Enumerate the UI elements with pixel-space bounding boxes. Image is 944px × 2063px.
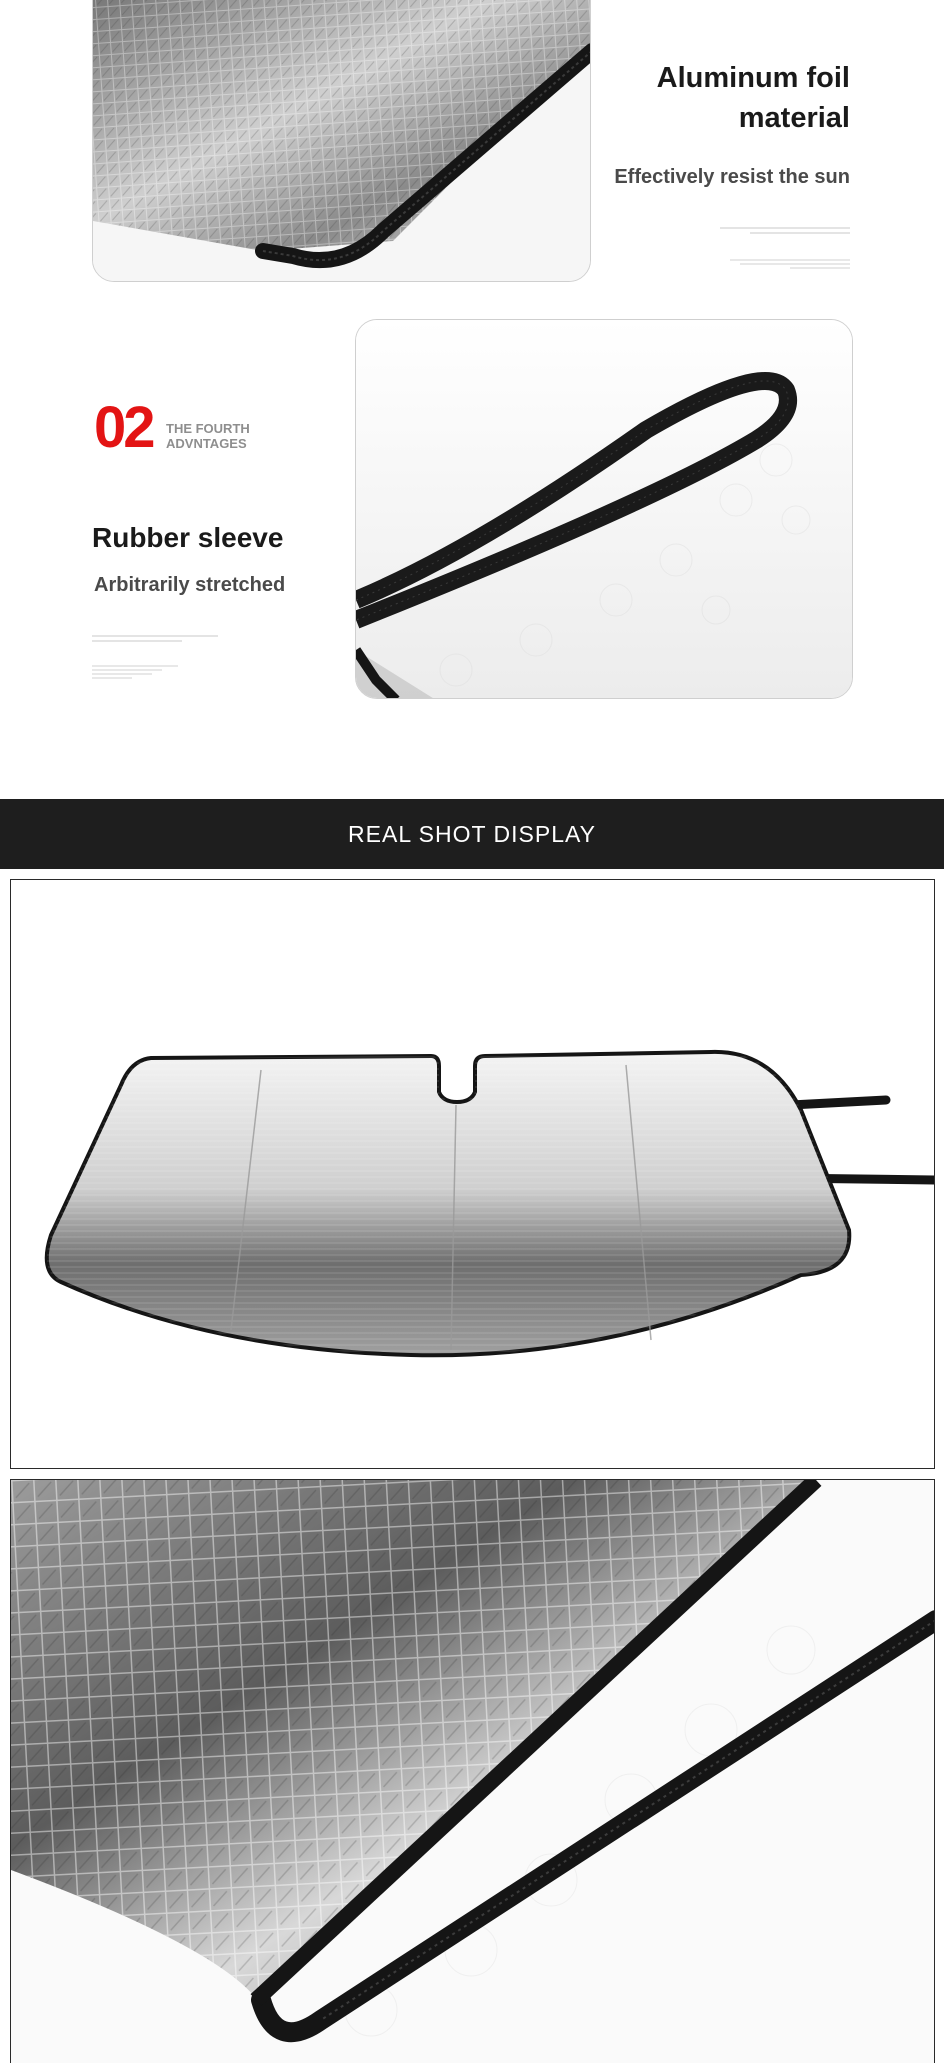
rubber-fine-print-1	[92, 634, 242, 644]
rubber-title: Rubber sleeve	[92, 522, 284, 553]
advantage-label	[166, 421, 250, 451]
fine-print-lines	[690, 258, 850, 270]
rubber-subtitle: Arbitrarily stretched	[94, 574, 286, 596]
foil-title-line1: Aluminum foil	[656, 62, 850, 94]
rubber-sleeve-photo-card	[355, 319, 853, 699]
fine-print-lines	[92, 634, 242, 644]
foil-fine-print-2	[690, 258, 850, 270]
rubber-fine-print-2	[92, 664, 202, 680]
foil-closeup-photo	[10, 1479, 935, 2063]
advantage-number: 02	[94, 395, 153, 460]
fine-print-lines	[92, 664, 202, 680]
advantage-label-line1: THE FOURTH	[166, 421, 250, 436]
real-shot-banner	[0, 799, 944, 869]
foil-subtitle: Effectively resist the sun	[614, 166, 850, 188]
foil-title	[550, 58, 850, 138]
foil-fine-print-1	[690, 226, 850, 236]
advantage-label-line2: ADVNTAGES	[166, 436, 247, 451]
banner-text: REAL SHOT DISPLAY	[348, 820, 596, 847]
windshield-shade-image	[11, 880, 935, 1469]
rubber-strap-image	[356, 320, 853, 699]
windshield-shade-photo	[10, 879, 935, 1469]
fine-print-lines	[690, 226, 850, 236]
foil-texture-closeup-image	[11, 1480, 935, 2063]
foil-material-photo-card	[92, 0, 591, 282]
foil-closeup-image	[93, 0, 591, 282]
foil-title-line2: material	[738, 102, 850, 134]
